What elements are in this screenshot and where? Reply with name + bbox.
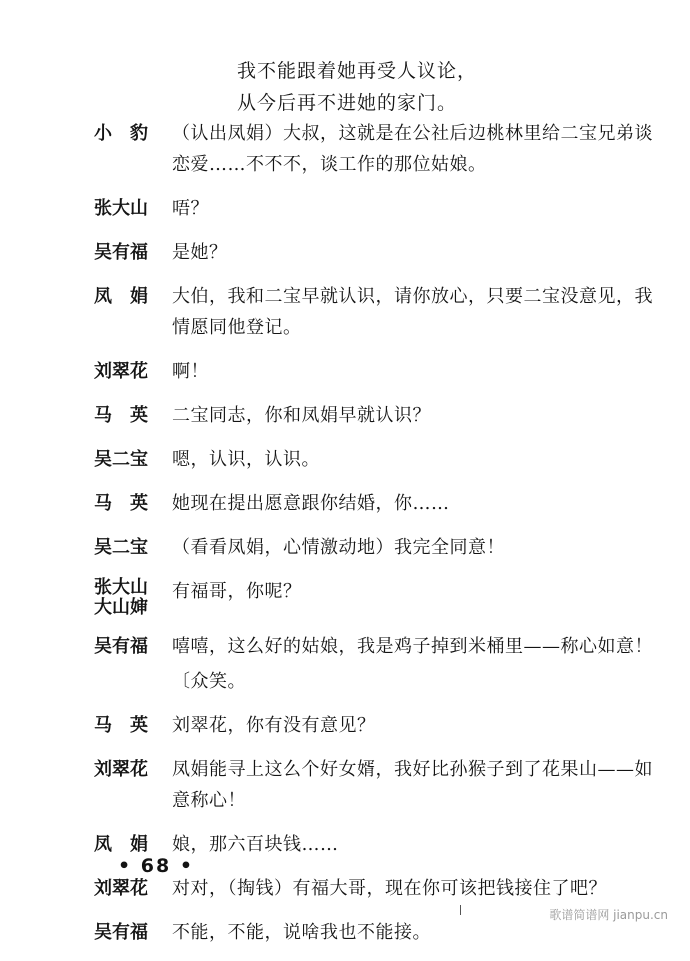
scan-mark bbox=[460, 905, 461, 915]
speaker-name: 刘翠花 bbox=[94, 878, 148, 899]
dialogue-text: 是她？ bbox=[172, 242, 228, 263]
dialogue-line bbox=[94, 576, 654, 618]
speaker-name: 凤 娟 bbox=[94, 834, 148, 855]
speaker-name: 马 英 bbox=[94, 715, 148, 736]
dialogue-text: 啊！ bbox=[172, 361, 209, 382]
dialogue-line bbox=[94, 118, 654, 180]
speaker-name: 张大山 bbox=[94, 577, 148, 598]
watermark: 歌谱简谱网 jianpu.cn bbox=[549, 908, 668, 922]
dialogue-line bbox=[94, 193, 654, 224]
dialogue-text: 有福哥，你呢？ bbox=[172, 581, 302, 602]
dialogue-text: 刘翠花，你有没有意见？ bbox=[172, 715, 376, 736]
dialogue-text: 凤娟能寻上这么个好女婿，我好比孙猴子到了花果山——如意称心！ bbox=[172, 759, 653, 811]
dialogue-text: 娘，那六百块钱…… bbox=[172, 834, 339, 855]
stage-direction: 〔众笑。 bbox=[172, 671, 246, 692]
speaker-name: 马 英 bbox=[94, 405, 148, 426]
speaker-name: 大山婶 bbox=[94, 597, 148, 618]
dialogue-line bbox=[94, 281, 654, 343]
speaker-name: 吴二宝 bbox=[94, 537, 148, 558]
dialogue-line bbox=[94, 532, 654, 563]
dialogue-line bbox=[94, 237, 654, 268]
dialogue-text-block bbox=[172, 631, 654, 697]
speaker-name-pair bbox=[94, 576, 172, 618]
dialogue-text: 嗯，认识，认识。 bbox=[172, 449, 320, 470]
verse-line-1: 我不能跟着她再受人议论， bbox=[237, 60, 478, 82]
dialogue-text: 唔？ bbox=[172, 198, 209, 219]
dialogue-text: 不能，不能，说啥我也不能接。 bbox=[172, 922, 431, 943]
dialogue-line bbox=[94, 754, 654, 816]
speaker-name: 吴有福 bbox=[94, 922, 148, 943]
dialogue-text: 大伯，我和二宝早就认识，请你放心，只要二宝没意见，我情愿同他登记。 bbox=[172, 286, 653, 338]
page-number: • 68 • bbox=[118, 855, 194, 877]
speaker-name: 吴二宝 bbox=[94, 449, 148, 470]
speaker-name: 小 豹 bbox=[94, 123, 148, 144]
dialogue-text: （看看凤娟，心情激动地）我完全同意！ bbox=[172, 537, 505, 558]
dialogue-text: 嘻嘻，这么好的姑娘，我是鸡子掉到米桶里——称心如意！ bbox=[172, 636, 653, 657]
dialogue-text: （认出凤娟）大叔，这就是在公社后边桃林里给二宝兄弟谈恋爱……不不不，谈工作的那位姑娘。 bbox=[172, 123, 653, 175]
dialogue-line bbox=[94, 356, 654, 387]
dialogue-line bbox=[94, 400, 654, 431]
dialogue-line bbox=[94, 710, 654, 741]
dialogue-line bbox=[94, 488, 654, 519]
speaker-name: 马 英 bbox=[94, 493, 148, 514]
dialogue-line bbox=[94, 873, 654, 904]
dialogue-text: 二宝同志，你和凤娟早就认识？ bbox=[172, 405, 431, 426]
speaker-name: 吴有福 bbox=[94, 242, 148, 263]
speaker-name: 吴有福 bbox=[94, 636, 148, 657]
verse-line-2: 从今后再不进她的家门。 bbox=[237, 92, 458, 114]
dialogue-line bbox=[94, 631, 654, 697]
speaker-name: 张大山 bbox=[94, 198, 148, 219]
speaker-name: 刘翠花 bbox=[94, 361, 148, 382]
dialogue-text: 她现在提出愿意跟你结婚，你…… bbox=[172, 493, 450, 514]
dialogue-line bbox=[94, 444, 654, 475]
speaker-name: 刘翠花 bbox=[94, 759, 148, 780]
dialogue-list bbox=[94, 118, 654, 961]
dialogue-text: 对对，（掏钱）有福大哥，现在你可该把钱接住了吧？ bbox=[172, 878, 607, 899]
speaker-name: 凤 娟 bbox=[94, 286, 148, 307]
